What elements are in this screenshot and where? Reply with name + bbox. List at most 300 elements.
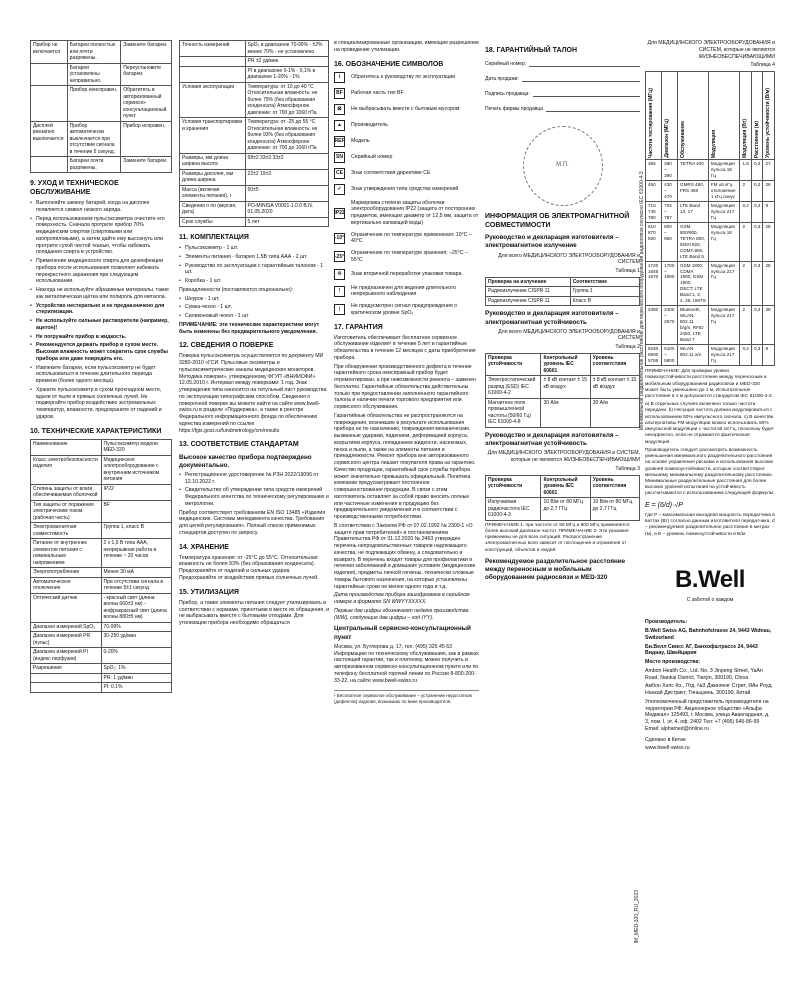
table-cell: 1720 1845 1970 bbox=[646, 261, 662, 306]
table-row bbox=[31, 568, 172, 578]
standards-subtitle: Высокое качество прибора подтверждено документально. bbox=[179, 453, 312, 469]
table-cell: 0,3 bbox=[751, 180, 763, 201]
symbol-row bbox=[334, 168, 479, 179]
symbol-icon: REF bbox=[334, 136, 345, 147]
table-cell: LTE Band 13, 17 bbox=[678, 201, 709, 222]
manufacturer-en: B.Well Swiss AG, Bahnhofstrasse 24, 9443 Widnau, Switzerland bbox=[645, 628, 772, 641]
table-cell: Прибор автоматически выключается при отсутствии сигнала в течение 5 секунд. bbox=[67, 121, 121, 157]
table-cell: Проверка устойчивости bbox=[486, 353, 541, 376]
table-cell: 28 bbox=[763, 261, 775, 306]
table-row bbox=[646, 222, 775, 261]
stamp-area: М.П. bbox=[523, 126, 603, 206]
t4-note: ПРИМЕЧАНИЕ: Для проверки уровня помехоустойчивости расстояние между переносным и мобильным оборудованием радиосвязи и MED-320 может быть уменьшено до 1 м. Испытательное расстояние в 1 м допускается стандартом IEC 61000-4-3. bbox=[645, 369, 773, 399]
warranty-p3: Гарантийные обязательства не распространяются на повреждения, возникшие в результате использования прибора не по назначению, повреждения механические, вызванные ударами, падением, деформацией корпуса, вскрытием корпуса, попаданием жидкости, насекомых, песка и пыли, а также на элементы питания и принадлежности. Ремонт прибора вне авторизованного сервисного центра лишает покупателя права на гарантию. Качество продукции, гарантийный срок службы прибора может значительно превышать официальный. Политика компании предусматривает постоянное совершенствование продукции. В связи с этим изготовитель оставляет за собой право вносить полные или частичные изменения в продукцию без предварительного уведомления и в соответствии с производственными потребностями. bbox=[334, 412, 476, 521]
g1-table-label: Таблица 1 bbox=[615, 268, 640, 275]
table-cell: Батареи установлены неправильно. bbox=[67, 63, 121, 86]
warranty-field-label: Серийный номер: bbox=[485, 61, 529, 68]
table-row bbox=[31, 484, 172, 500]
table-cell: Точность измерений bbox=[180, 41, 246, 57]
recommendation-text: Производитель следует рассмотреть возможность уменьшения минимального разделительного расстояния на основе управления рисками и использования высоких уровней помехоустойчивости, которые соответствуют меньшему минимальному разделительному расстоянию. Минимальные разделительные расстояния для более высоких уровней испытания на устойчивость рассчитываются с использованием следующей формулы: bbox=[645, 447, 775, 497]
header-text: Обслуживание bbox=[680, 121, 686, 158]
service-center-address: Москва, ул. Бутлерова д. 17, тел. (495) 325 45 63 Информацию по техническому обслуживанию, как в рамках настоящей гарантии, так и платному, можно получить в авторизованном сервисно-консультационном пункте или по телефону бесплатной горячей линии по России 8-800-200-33-22, на сайте www.bwell-swiss.ru bbox=[334, 643, 479, 684]
symbol-row bbox=[334, 184, 479, 195]
column-1 bbox=[30, 40, 172, 693]
g1-caption: Для всего МЕДИЦИНСКОГО ЭЛЕКТРООБОРУДОВАНИЯ и СИСТЕМ bbox=[498, 252, 640, 266]
table-cell: Электростатический разряд (ESD) IEC 61000-4-2 bbox=[486, 376, 541, 399]
table-row bbox=[31, 593, 172, 622]
symbol-text: Не предназначен для ведения длительного непрерывного наблюдения bbox=[351, 284, 456, 298]
table-cell: Диапазон измерений PR (пульс) bbox=[31, 632, 102, 648]
symbol-icon: ✓ bbox=[334, 184, 345, 195]
symbol-row bbox=[334, 104, 479, 115]
symbol-icon: BF bbox=[334, 88, 345, 99]
symbol-text: Маркировка степени защиты оболочки электрооборудования IP22 (защита от посторонних предметов, имеющих диаметр от 12,5 мм, защита от вертикально капающей воды) bbox=[351, 199, 479, 226]
vertical-caption: Минимальное разделительное расстояние для переносного оборудования радиосвязи согласно IEC 61000-4-3 bbox=[639, 171, 645, 430]
warranty-p1: Изготовитель обеспечивает бесплатное сервисное обслуживание изделия¹ в течение 5 лет и гарантийные обязательства в течение 12 месяцев с даты приобретения прибора. bbox=[334, 334, 476, 361]
g3-caption: Для МЕДИЦИНСКОГО ЭЛЕКТРООБОРУДОВАНИЯ и СИСТЕМ, которые не являются ЖИЗНЕОБЕСПЕЧИВАЮЩИМИ bbox=[487, 450, 640, 464]
table-row bbox=[646, 201, 775, 222]
table-cell: 0,3 bbox=[751, 201, 763, 222]
table-header-cell bbox=[751, 72, 763, 160]
table-cell: Наименование bbox=[31, 439, 102, 455]
symbol-icon: -10° bbox=[334, 233, 345, 244]
warranty-field[interactable] bbox=[485, 73, 640, 82]
symbol-row bbox=[334, 303, 479, 317]
g1-title: Руководство и декларация изготовителя – электромагнитное излучение bbox=[485, 234, 619, 250]
table-cell: Излучаемая радиочастота IEC 61000-4-3 bbox=[486, 498, 541, 521]
header-text: Уровень устойчивости (В/м) bbox=[765, 88, 772, 158]
table-cell: Тип защиты от поражения электрическим током (рабочая часть) bbox=[31, 500, 102, 523]
table-cell: SpO₂: 1% bbox=[101, 664, 172, 674]
table-cell: PI в диапазоне 0-1% - 0,1% в диапазоне 1-20% - 1% bbox=[245, 66, 328, 82]
table-cell: 0,3 bbox=[751, 345, 763, 366]
symbol-text: Не выбрасывать вместе с бытовым мусором bbox=[351, 105, 460, 112]
table-cell: 0,3 bbox=[751, 160, 763, 181]
table-cell: Температура: от 10 до 40 °С Относительная влажность: не более 75% (без образования конденсата) Атмосферное давление: от 700 до 1060 гПа bbox=[245, 82, 328, 118]
table-cell: Электромагнитная совместимость bbox=[31, 523, 102, 539]
standards-text: Прибор соответствует требованиям EN ISO 13485 «Изделия медицинские. Системы менеджмента качества. Требования для целей регулирования». Полный список применимых стандартов доступен по запросу. bbox=[179, 509, 326, 536]
table-cell: ± 8 кВ контакт ± 15 кВ воздух bbox=[590, 376, 639, 399]
table-cell: IP22 bbox=[101, 484, 172, 500]
footnote: ¹ Бесплатное сервисное обслуживание – устранение недостатков (дефектов) изделия, возникших по вине производителя. bbox=[334, 690, 479, 705]
table-cell: Обратитесь в авторизованный сервисно-консультационный пункт. bbox=[121, 86, 172, 122]
table-header-cell bbox=[740, 72, 752, 160]
brand-logo: B.Well bbox=[675, 565, 745, 593]
table-header-cell bbox=[708, 72, 740, 160]
stamp-label-line: Печать фирмы продавца bbox=[485, 103, 640, 112]
brand-tagline: С заботой о каждом bbox=[686, 596, 734, 603]
table-cell: Температура: от -25 до 55 °С Относительная влажность: не более 93% (без образования конденсата) Атмосферное давление: от 700 до 1060 гПа bbox=[245, 118, 328, 154]
table-cell: 58±2 33±2 33±2 bbox=[245, 153, 328, 169]
table-cell: - красный свет (длина волны 660±3 нм) - инфракрасный свет (длина волны 880±5 нм) bbox=[101, 593, 172, 622]
table-cell: Диапазон измерений PI (индекс перфузии) bbox=[31, 648, 102, 664]
table-row bbox=[180, 57, 329, 67]
warranty-field[interactable] bbox=[485, 58, 640, 67]
warranty-p4: В соответствии с Законом РФ от 07.02.1992 № 2300-1 «О защите прав потребителей» и постановлением Правительства РФ от 31.12.2020 № 2463 утвержден перечень непродовольственных товаров надлежащего качества, не подлежащих обмену, а следовательно и возврату. В перечень входят товары для профилактики и лечения заболеваний в домашних условиях (медицинские изделия), предметы личной гигиены, технически сложные товары бытового назначения, на которые установлены гарантийные сроки не менее одного года и т.д. bbox=[334, 522, 476, 590]
section-11-title: 11. КОМПЛЕКТАЦИЯ bbox=[179, 234, 249, 241]
table-cell: Медицинское электрооборудование с внутренним источником питания bbox=[101, 455, 172, 484]
table-cell: 0,2 bbox=[740, 345, 752, 366]
symbol-text: Обратитесь к руководству по эксплуатации bbox=[351, 73, 456, 80]
table-cell: 9 bbox=[763, 201, 775, 222]
section-12-title: 12. СВЕДЕНИЯ О ПОВЕРКЕ bbox=[179, 342, 274, 350]
table-cell: Масса (включая элементы питания), г bbox=[180, 185, 246, 201]
table-cell: Оптический датчик bbox=[31, 593, 102, 622]
table-cell bbox=[31, 673, 102, 683]
table-row bbox=[180, 153, 329, 169]
table-row bbox=[31, 439, 172, 455]
country-of-origin: Сделано в Китае bbox=[645, 736, 686, 743]
table-cell: Группа 1, класс В bbox=[101, 523, 172, 539]
symbol-icon: IP22 bbox=[334, 208, 345, 219]
section-11-list bbox=[179, 245, 329, 285]
table-cell: Контрольный уровень IEC 60601 bbox=[541, 475, 590, 498]
symbol-text: Знак соответствия директиве СЕ bbox=[351, 169, 431, 176]
section-9-warnings bbox=[30, 303, 172, 363]
header-text: Диапазон (МГц) bbox=[664, 119, 671, 158]
table-cell: Проверка на излучение bbox=[486, 277, 571, 287]
place-en: Ambon Health Co., Ltd. No. 3 Jinpeng Street, YaAn Road, Nankai District, Tianjin, 300190, China bbox=[645, 667, 763, 681]
table-row bbox=[31, 121, 172, 157]
table-cell: 710 745 780 bbox=[646, 201, 662, 222]
manufacturer-heading: Производитель: bbox=[645, 619, 688, 626]
table-cell: 9 bbox=[763, 345, 775, 366]
table-cell bbox=[31, 157, 68, 173]
symbol-text: Ограничение по температуре хранения: –25°С – 55°С bbox=[351, 250, 468, 263]
symbol-icon: ! bbox=[334, 286, 345, 297]
list-item: • Шнурок - 1 шт. bbox=[179, 296, 329, 303]
table-cell bbox=[180, 66, 246, 82]
table-cell: 2450 bbox=[646, 306, 662, 345]
table-cell: Модуляция пульса 217 Гц bbox=[708, 345, 740, 366]
t4-caption: Для МЕДИЦИНСКОГО ЭЛЕКТРООБОРУДОВАНИЯ и СИСТЕМ, которые не являются ЖИЗНЕОБЕСПЕЧИВАЮЩИМИ bbox=[647, 40, 775, 60]
disposal-text: Прибор, а также элементы питания следует утилизировать в соответствии с нормами, принятыми в месте их обращения, и не выбрасывать вместе с бытовыми отходами. Для утилизации прибора необходимо обращаться bbox=[179, 599, 330, 627]
table-cell: 30 А/м bbox=[590, 398, 639, 427]
list-item: • Регистрационное удостоверение № РЗН 2022/19096 от 12.10.2022 г. bbox=[179, 472, 329, 486]
table-cell: Модуляция пульса 18 Гц bbox=[708, 160, 740, 181]
table-row bbox=[31, 577, 172, 593]
table-row bbox=[486, 353, 640, 376]
website: www.bwell-swiss.ru bbox=[645, 745, 690, 752]
accessories-list bbox=[179, 296, 329, 320]
table-row bbox=[31, 673, 172, 683]
symbol-row bbox=[334, 269, 479, 280]
table-cell: Модуляция пульса 217 Гц bbox=[708, 201, 740, 222]
table-cell: Энергопотребление bbox=[31, 568, 102, 578]
list-item: • Силиконовый чехол - 1 шт bbox=[179, 313, 329, 320]
symbol-row bbox=[334, 232, 479, 246]
table-row bbox=[486, 296, 640, 306]
symbol-icon: SN bbox=[334, 152, 345, 163]
representative: Уполномоченный представитель производителя на территории РФ: Акционерное общество «Альфа Медикал» 125493, г. Москва, улица Авангардная, д. 3, пом. I, эт. 4, оф. 2402 Тел: +7 (495) 645-86-99 Email: alphamed@online.ru bbox=[645, 698, 770, 732]
table-cell: 2 bbox=[740, 222, 752, 261]
table-row bbox=[31, 157, 172, 173]
emission-table bbox=[485, 277, 640, 307]
symbol-row bbox=[334, 72, 479, 83]
table-cell: Размеры, мм длина ширина высота bbox=[180, 153, 246, 169]
g3-notes: ПРИМЕЧАНИЕ 1: при частоте от 80 МГц и 800 МГц применяется более высокий диапазон частот. ПРИМЕЧАНИЕ 2: Эти указания применимы не для всех ситуаций. Распространение электромагнитных волн зависит от поглощения и отражения от конструкций, объектов и людей. bbox=[485, 522, 630, 553]
footer-code: IM_MED-320_RU_2023 bbox=[634, 890, 640, 944]
table-row bbox=[31, 648, 172, 664]
symbol-icon: ⊠ bbox=[334, 104, 345, 115]
section-15-title: 15. УТИЛИЗАЦИЯ bbox=[179, 588, 239, 596]
table-cell: 0,3 bbox=[751, 306, 763, 345]
table-cell: Питание от внутренних элементов питания с номинальным напряжением bbox=[31, 539, 102, 568]
symbol-icon: ▲ bbox=[334, 120, 345, 131]
table-cell: PO-MINISA V0001-1.0.0 В.N. 01.05.2020 bbox=[245, 201, 328, 217]
table-cell: 5 лет bbox=[245, 217, 328, 227]
storage-text: Температура хранения: от -25°С до 55°С. Относительная влажность не более 93% (без образования конденсата). Предохраняйте от падений и сильных ударов. Предохраняйте от воздействия прямых солнечных лучей. bbox=[179, 554, 319, 581]
standards-list bbox=[179, 472, 329, 508]
table-row bbox=[31, 632, 172, 648]
symbol-text: Знак вторичной переработки упаковки товара bbox=[351, 270, 462, 277]
section-18-title: 18. ГАРАНТИЙНЫЙ ТАЛОН bbox=[485, 47, 578, 54]
table-row bbox=[31, 622, 172, 632]
table-cell: 70-99% bbox=[101, 622, 172, 632]
table-cell: TETRA 400 bbox=[678, 160, 709, 181]
list-item: • Никогда не используйте абразивные материалы, такие как металлическая щётка или полироль для металла. bbox=[30, 287, 172, 301]
section-13-title: 13. СООТВЕТСТВИЕ СТАНДАРТАМ bbox=[179, 441, 299, 449]
section-16-title: 16. ОБОЗНАЧЕНИЕ СИМВОЛОВ bbox=[334, 60, 444, 68]
section-14-title: 14. ХРАНЕНИЕ bbox=[179, 543, 229, 551]
table-row bbox=[31, 523, 172, 539]
table-cell: Bluetooth, WLAN, 802.11 b/g/n, RFID 2450, LTE Band 7 bbox=[678, 306, 709, 345]
table-row bbox=[486, 277, 640, 287]
formula-text: Где P – максимальная выходная мощность передатчика в ваттах (Вт) согласно данным изготовителя передатчика, d – рекомендуемое разделительное расстояние в метрах (м), а E – уровень помехоустойчивости в В/м. bbox=[645, 512, 775, 537]
place-ru: Амбон Хелс Ко., Лтд. №3 Джинпенг Стрит, ЯАн Роуд, Нанкай Дистрикт, Тяньцзинь, 300190, Китай bbox=[645, 683, 773, 697]
symbol-icon: CE bbox=[334, 168, 345, 179]
table-cell: 385 bbox=[646, 160, 662, 181]
table-header-cell bbox=[678, 72, 709, 160]
table-cell: WLAN 802.11 a/n bbox=[678, 345, 709, 366]
list-item: • Свидетельство об утверждении типа средств измерений Федерального агентства по техническому регулированию и метрологии. bbox=[179, 487, 329, 507]
table-cell: 2400 – 2570 bbox=[662, 306, 678, 345]
table-cell: 28 bbox=[763, 306, 775, 345]
symbol-text: Знак утверждения типа средства измерений bbox=[351, 185, 459, 192]
table-cell: 2 bbox=[740, 261, 752, 306]
table-cell: BF bbox=[101, 500, 172, 523]
table-row bbox=[31, 455, 172, 484]
list-item: • Храните пульсоксиметр в сухом прохладном месте, вдали от пыли и прямых солнечных лучей. Не подвергайте прибор воздействию экстремальных температур, влажности, предохраните от падений и ударов. bbox=[30, 387, 172, 421]
table-cell: Группа 1 bbox=[570, 287, 639, 297]
list-item: • Применение медицинского спирта для дезинфекции прибора после использования позволяет избежать перекрестного заражения при следующем использовании. bbox=[30, 258, 172, 285]
service-center-title: Центральный сервисно-консультационный пункт bbox=[334, 625, 471, 641]
table-cell: Условия эксплуатации bbox=[180, 82, 246, 118]
table-cell: PR: 1 уд/мин bbox=[101, 673, 172, 683]
table-row bbox=[646, 180, 775, 201]
symbol-row bbox=[334, 88, 479, 99]
warranty-p5: Дата производства прибора зашифрована в серийном номере в формате SN WWYYXXXXX. bbox=[334, 592, 470, 606]
table-cell: Переустановите батареи. bbox=[121, 63, 172, 86]
table-cell: Модуляция пульса 217 Гц bbox=[708, 306, 740, 345]
list-item: • Выполняйте замену батарей, когда на дисплее появляется символ низкого заряда. bbox=[30, 200, 172, 214]
table-row bbox=[180, 217, 329, 227]
table-row bbox=[31, 63, 172, 86]
table-cell bbox=[180, 57, 246, 67]
table-cell: 430 – 470 bbox=[662, 180, 678, 201]
g2-caption: Для всего МЕДИЦИНСКОГО ЭЛЕКТРООБОРУДОВАНИЯ и СИСТЕМ bbox=[498, 328, 640, 342]
table-cell: Магнитное поле промышленной частоты (50/60 Гц) IEC 61000-4-8 bbox=[486, 398, 541, 427]
table-cell: 50±5 bbox=[245, 185, 328, 201]
list-item: • Элементы питания - батарея 1,5В типа ААА - 2 шт. bbox=[179, 254, 329, 261]
rec-title: Рекомендуемое разделительное расстояние между переносным и мобильным оборудованием радиосвязи и MED-320 bbox=[485, 557, 626, 582]
symbol-row bbox=[334, 152, 479, 163]
table-row bbox=[180, 118, 329, 154]
list-item: • Рекомендуется держать прибор в сухом месте. Высокая влажность может сократить срок службы прибора или даже повредить его. bbox=[30, 342, 172, 362]
list-item: • Не погружайте прибор в жидкость. bbox=[30, 334, 172, 341]
table-row bbox=[180, 66, 329, 82]
disposal-continued: в специализированные организации, имеющие разрешение на проведение утилизации. bbox=[334, 40, 479, 53]
table-cell: 22±2 19±2 bbox=[245, 169, 328, 185]
spec-table bbox=[30, 439, 172, 693]
table-cell: Контрольный уровень IEC 60601 bbox=[541, 353, 590, 376]
table-cell: SpO₂ в диапазоне 70-99% - ±2% менее 70% - не установлено bbox=[245, 41, 328, 57]
table-cell: Батареи почти разряжены. bbox=[67, 157, 121, 173]
list-item: • Руководство по эксплуатации с гарантийным талоном - 1 шт. bbox=[179, 263, 329, 277]
table-cell: Батареи полностью или почти разряжены. bbox=[67, 41, 121, 64]
g3-title: Руководство и декларация изготовителя – электромагнитная устойчивость bbox=[485, 431, 619, 448]
list-item: • Пульсоксиметр - 1 шт. bbox=[179, 245, 329, 252]
place-heading: Место производства: bbox=[645, 659, 700, 666]
symbol-row bbox=[334, 200, 479, 227]
table-cell: 28 bbox=[763, 222, 775, 261]
table-cell bbox=[31, 63, 68, 86]
table-cell: PR ±2 уд/мин bbox=[245, 57, 328, 67]
table-row bbox=[180, 201, 329, 217]
table-cell: Радиоизлучение CISPR 11 bbox=[486, 287, 571, 297]
table-cell: 5240 5500 5785 bbox=[646, 345, 662, 366]
table-cell: 5100 – 5800 bbox=[662, 345, 678, 366]
table-row bbox=[180, 41, 329, 57]
table-cell: 2 bbox=[740, 180, 752, 201]
table-cell: Разрешение bbox=[31, 664, 102, 674]
table-cell bbox=[31, 86, 68, 122]
g2-title: Руководство и декларация изготовителя – электромагнитная устойчивость bbox=[485, 310, 619, 326]
table-cell: 1,8 bbox=[740, 160, 752, 181]
table-cell: Проверка устойчивости bbox=[486, 475, 541, 498]
table-cell: GSM 800/900, TETRA 800, iDEN 820, CDMA 850, LTE Band 5 bbox=[678, 222, 709, 261]
warranty-p2: При обнаружении производственного дефекта в течение гарантийного срока неисправный прибор будет отремонтирован, а при невозможности ремонта – заменен бесплатно. Гарантийные обязательства действительны только при предоставлении заполненного гарантийного талона и наличии печати торгового предприятия или сервисного обслуживания. bbox=[334, 363, 476, 411]
table-cell: GSM 1800; CDMA 1900; GSM 1900; DECT; LTE Band 1, 3, 4, 25; UMTS bbox=[678, 261, 709, 306]
header-text: Модуляция bbox=[710, 129, 717, 158]
list-item: • Не используйте сильные растворители (например, ацетон)! bbox=[30, 318, 172, 332]
list-item: • Перед использованием пульсоксиметра очистите его поверхность. Сначала протрите прибор 70% медицинским спиртом (спиртовыми или изопропиловыми), а затем дайте ему высохнуть или протрите сухой чистой тканью, чтобы избежать попадания спирта в устройство. bbox=[30, 216, 172, 257]
table-row bbox=[486, 475, 640, 498]
accuracy-table bbox=[179, 40, 329, 227]
header-text: Модуляция (Вт) bbox=[742, 119, 749, 158]
table-header-cell bbox=[763, 72, 775, 160]
header-text: Частота тестирования (МГц) bbox=[648, 87, 654, 158]
column-2 bbox=[179, 40, 329, 629]
table-row bbox=[486, 498, 640, 521]
table-cell: Класс электробезопасности изделия bbox=[31, 455, 102, 484]
g2-table-label: Таблица 2 bbox=[615, 344, 640, 351]
table-cell: 2 bbox=[740, 306, 752, 345]
emc-title: ИНФОРМАЦИЯ ОБ ЭЛЕКТРОМАГНИТНОЙ СОВМЕСТИМОСТИ bbox=[485, 213, 630, 230]
section-10-title: 10. ТЕХНИЧЕСКИЕ ХАРАКТЕРИСТИКИ bbox=[30, 427, 162, 435]
table-cell: Дисплей внезапно выключается bbox=[31, 121, 68, 157]
table-row bbox=[646, 160, 775, 181]
column-5 bbox=[645, 40, 775, 754]
table-cell: 0,2 bbox=[740, 201, 752, 222]
warranty-p6: Первые две цифры обозначают неделю производства (WW), следующие две цифры – год (YY). bbox=[334, 607, 469, 621]
table-cell: Уровень соответствия bbox=[590, 353, 639, 376]
table-row bbox=[646, 345, 775, 366]
symbol-icon: ♲ bbox=[334, 269, 345, 280]
list-item: • Извлеките батареи, если пульсоксиметр не будет использоваться в течение длительного периода времени (более одного месяца). bbox=[30, 365, 172, 385]
table-cell: 704 – 787 bbox=[662, 201, 678, 222]
table-cell: FM ±5 кГц отклонение 1 кГц синус bbox=[708, 180, 740, 201]
table-cell: Модуляция пульса 18 Гц bbox=[708, 222, 740, 261]
column-3 bbox=[334, 40, 479, 705]
list-item: • Коробка - 1 шт. bbox=[179, 278, 329, 285]
table-cell: Менее 30 мА bbox=[101, 568, 172, 578]
table-row bbox=[180, 169, 329, 185]
symbol-icon: -25° bbox=[334, 251, 345, 262]
symbol-icon: ! bbox=[334, 304, 345, 315]
table-cell: Радиоизлучение CISPR 11 bbox=[486, 296, 571, 306]
table-cell: Класс B bbox=[570, 296, 639, 306]
table-row bbox=[31, 41, 172, 64]
table-cell: Пульсоксиметр модели MED-320 bbox=[101, 439, 172, 455]
symbol-row bbox=[334, 120, 479, 131]
table-cell: ± 8 кВ контакт ± 15 кВ воздух bbox=[541, 376, 590, 399]
table-cell: Замените батареи. bbox=[121, 41, 172, 64]
list-item: • Сумка-чехол - 1 шт. bbox=[179, 304, 329, 311]
section-9-list bbox=[30, 200, 172, 301]
section-9-tail bbox=[30, 365, 172, 421]
table-cell: Автоматическое отключение bbox=[31, 577, 102, 593]
symbol-text: Не предусмотрен сигнал предупреждения о критическом уровне SpO₂ bbox=[351, 303, 457, 316]
table-header-row bbox=[646, 72, 775, 160]
table-cell: Замените батареи. bbox=[121, 157, 172, 173]
table-row bbox=[31, 664, 172, 674]
table-cell: 450 bbox=[646, 180, 662, 201]
table-cell: 380 – 390 bbox=[662, 160, 678, 181]
symbol-row bbox=[334, 250, 479, 264]
table-cell: GMRS 460, FRS 460 bbox=[678, 180, 709, 201]
table-cell: 800 – 960 bbox=[662, 222, 678, 261]
table-row bbox=[31, 500, 172, 523]
table-cell: 10 В/м от 80 МГц до 2,7 ГГц bbox=[590, 498, 639, 521]
table-cell: Диапазон измерений SpO₂ bbox=[31, 622, 102, 632]
table-row bbox=[486, 287, 640, 297]
table-cell: Срок службы bbox=[180, 217, 246, 227]
warranty-field-label: Дата продажи: bbox=[485, 76, 522, 83]
table-cell: 28 bbox=[763, 180, 775, 201]
symbol-icon: i bbox=[334, 72, 345, 83]
symbol-row bbox=[334, 285, 479, 299]
table-cell: При отсутствии сигнала в течение 5±1 секунд bbox=[101, 577, 172, 593]
troubleshooting-table bbox=[30, 40, 172, 173]
warranty-field[interactable] bbox=[485, 88, 640, 97]
table-cell: Прибор исправен. bbox=[121, 121, 172, 157]
list-item: • Устройство нестерильно и не предназначено для стерилизации. bbox=[30, 303, 172, 317]
table-row bbox=[646, 261, 775, 306]
table-cell: 0-20% bbox=[101, 648, 172, 664]
symbol-text: Ограничение по температуре применения: 10°С – 40°С bbox=[351, 231, 472, 245]
table-cell: 27 bbox=[763, 160, 775, 181]
table-cell: 810 870 930 bbox=[646, 222, 662, 261]
table-cell: Соответствие bbox=[570, 277, 639, 287]
table-cell: Прибор неисправен. bbox=[67, 86, 121, 122]
warranty-fields bbox=[485, 58, 640, 97]
symbols-list bbox=[334, 72, 479, 317]
section-9-title: 9. УХОД И ТЕХНИЧЕСКОЕ ОБСЛУЖИВАНИЕ bbox=[30, 180, 119, 197]
table-row bbox=[486, 376, 640, 399]
table-row bbox=[180, 185, 329, 201]
warranty-field-label: Подпись продавца: bbox=[485, 91, 533, 98]
